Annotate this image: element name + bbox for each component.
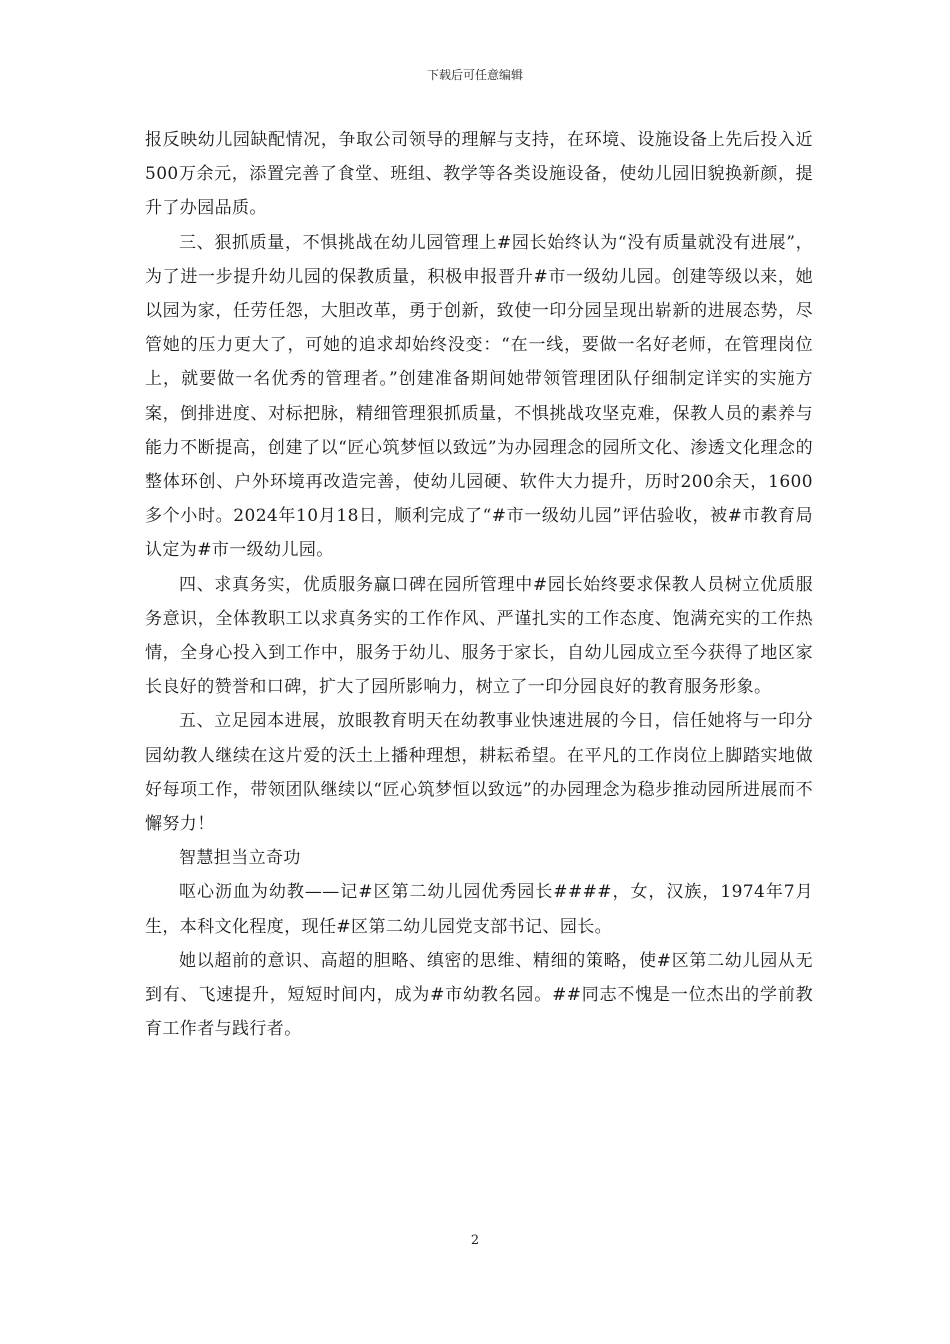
paragraph-profile-summary: 她以超前的意识、高超的胆略、缜密的思维、精细的策略，使#区第二幼儿园从无到有、飞速提升，短短时间内，成为#市幼教名园。##同志不愧是一位杰出的学前教育工作者与践行者。 [145, 950, 813, 1040]
paragraph-section-four: 四、求真务实，优质服务赢口碑在园所管理中#园长始终要求保教人员树立优质服务意识，全体教职工以求真务实的工作作风、严谨扎实的工作态度、饱满充实的工作热情，全身心投入到工作中，服务于幼儿、服务于家长，自幼儿园成立至今获得了地区家长良好的赞誉和口碑，扩大了园所影响力，树立了一印分园良好的教育服务形象。 [145, 574, 813, 698]
document-body [145, 123, 813, 1046]
page-number: 2 [470, 1233, 480, 1248]
paragraph-section-three: 三、狠抓质量，不惧挑战在幼儿园管理上#园长始终认为“没有质量就没有进展”，为了进一步提升幼儿园的保教质量，积极申报晋升#市一级幼儿园。创建等级以来，她以园为家，任劳任怨，大胆改革，勇于创新，致使一印分园呈现出崭新的进展态势，尽管她的压力更大了，可她的追求却始终没变：“在一线，要做一名好老师，在管理岗位上，就要做一名优秀的管理者。”创建准备期间她带领管理团队仔细制定详实的实施方案，倒排进度、对标把脉，精细管理狠抓质量，不惧挑战攻坚克难，保教人员的素养与能力不断提高，创建了以“匠心筑梦恒以致远”为办园理念的园所文化、渗透文化理念的整体环创、户外环境再改造完善，使幼儿园硬、软件大力提升，历时200余天，1600多个小时。2024年10月18日，顺利完成了“#市一级幼儿园”评估验收，被#市教育局认定为#市一级幼儿园。 [145, 232, 813, 561]
page-header: 下载后可任意编辑 [426, 68, 523, 82]
section-heading: 智慧担当立奇功 [179, 848, 301, 869]
paragraph-profile-intro: 呕心沥血为幼教——记#区第二幼儿园优秀园长####，女，汉族，1974年7月生，本科文化程度，现任#区第二幼儿园党支部书记、园长。 [145, 882, 813, 937]
paragraph-continuation: 报反映幼儿园缺配情况，争取公司领导的理解与支持，在环境、设施设备上先后投入近500万余元，添置完善了食堂、班组、教学等各类设施设备，使幼儿园旧貌换新颜，提升了办园品质。 [145, 130, 813, 219]
paragraph-section-five: 五、立足园本进展，放眼教育明天在幼教事业快速进展的今日，信任她将与一印分园幼教人继续在这片爱的沃土上播种理想，耕耘希望。在平凡的工作岗位上脚踏实地做好每项工作，带领团队继续以“匠心筑梦恒以致远”的办园理念为稳步推动园所进展而不懈努力！ [145, 711, 813, 835]
